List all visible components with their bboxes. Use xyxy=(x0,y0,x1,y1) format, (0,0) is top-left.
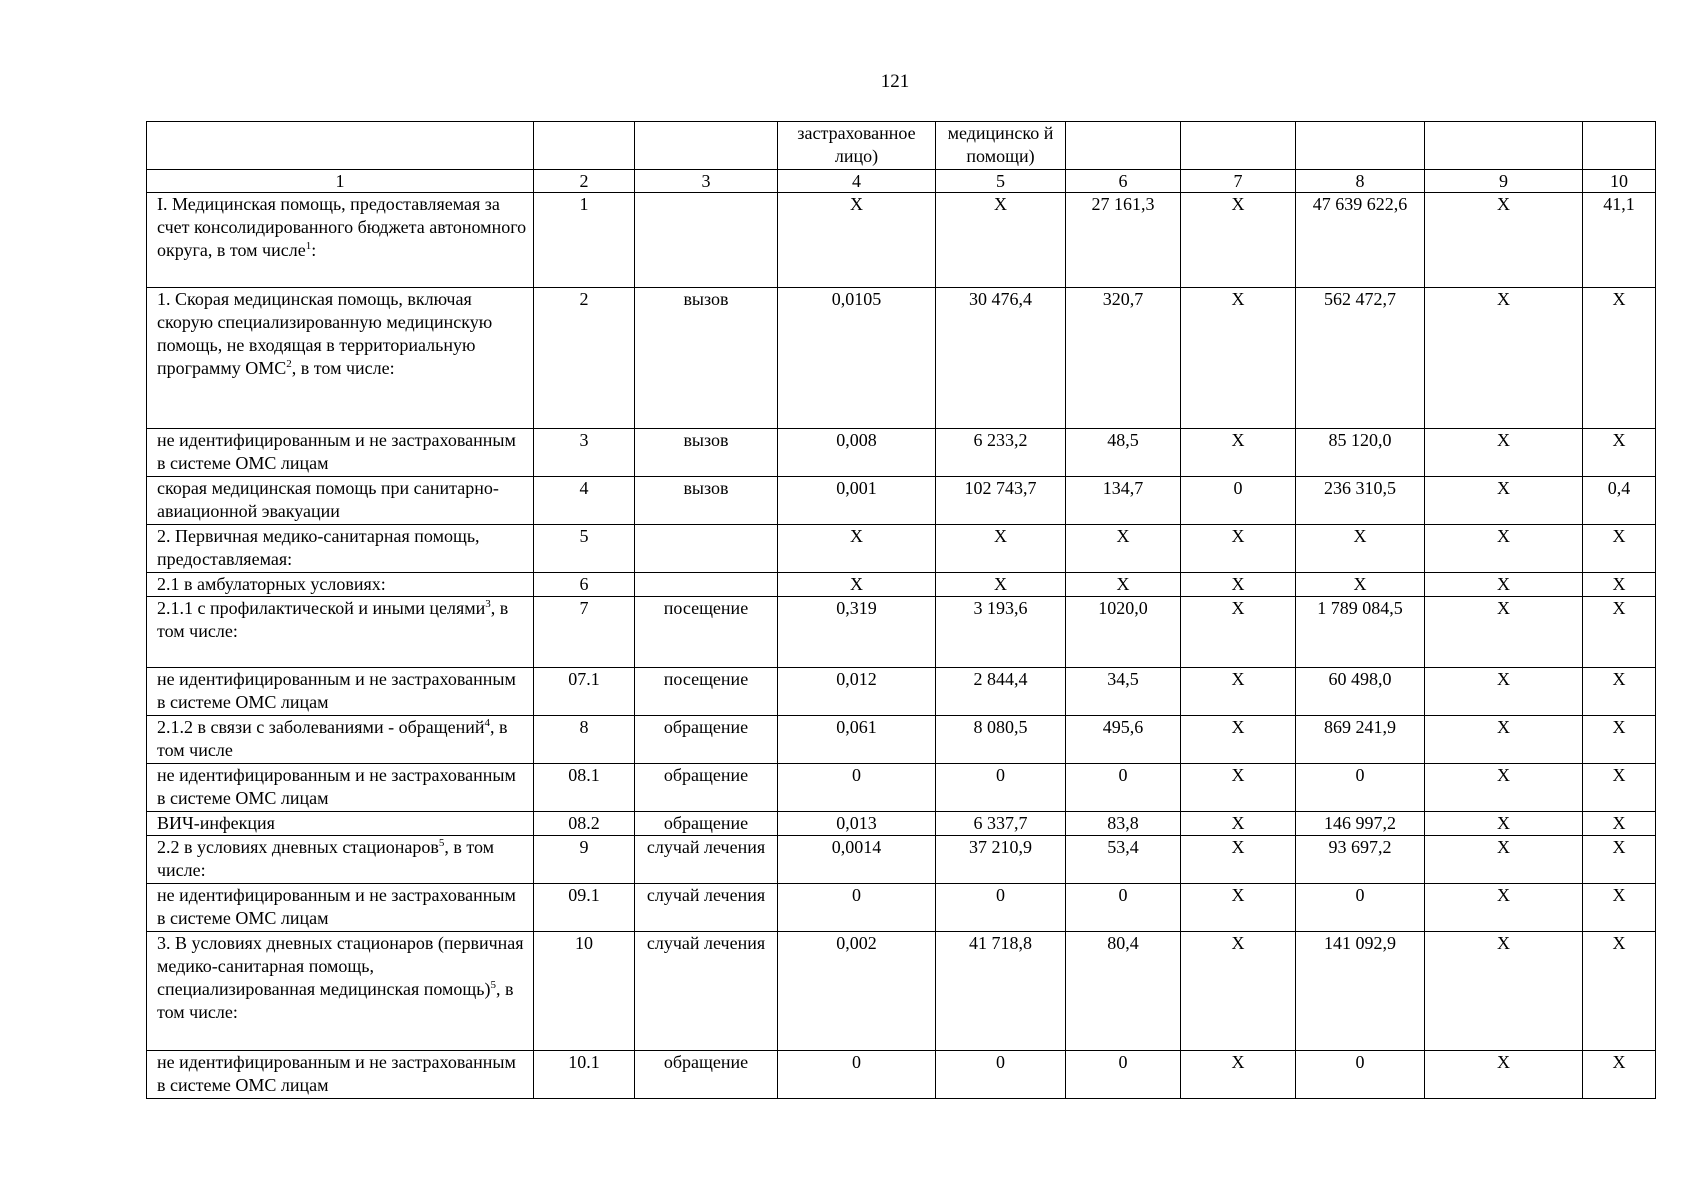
value-cell-c7: X xyxy=(1181,716,1296,764)
value-cell-c4: 0,0105 xyxy=(778,288,936,429)
row-name-text: не идентифицированным и не застрахованным в системе ОМС лицам xyxy=(157,885,516,928)
table-row xyxy=(147,812,1656,836)
value-cell-c9: X xyxy=(1425,716,1583,764)
table-row xyxy=(147,884,1656,932)
row-name-text: I. Медицинская помощь, предоставляемая за счет консолидированного бюджета автономного округа, в том числе xyxy=(157,194,527,260)
row-code: 5 xyxy=(534,525,635,573)
row-name-text: 2.1.1 с профилактической и иными целями xyxy=(157,598,486,618)
value-cell-c9: X xyxy=(1425,764,1583,812)
value-cell-c9: X xyxy=(1425,429,1583,477)
table-row xyxy=(147,477,1656,525)
row-name-text: 2.1.2 в связи с заболеваниями - обращений xyxy=(157,717,485,737)
row-code: 10 xyxy=(534,932,635,1051)
row-name-text: 2. Первичная медико-санитарная помощь, предоставляемая: xyxy=(157,526,480,569)
value-cell-c9: X xyxy=(1425,668,1583,716)
value-cell-c8: 562 472,7 xyxy=(1296,288,1425,429)
value-cell-c6: 80,4 xyxy=(1066,932,1181,1051)
table-row xyxy=(147,288,1656,429)
row-unit xyxy=(635,525,778,573)
value-cell-c8: X xyxy=(1296,525,1425,573)
footnote-mark: 5 xyxy=(438,837,445,849)
value-cell-c10: X xyxy=(1583,716,1656,764)
row-name xyxy=(147,836,534,884)
value-cell-c4: X xyxy=(778,573,936,597)
value-cell-c5: 2 844,4 xyxy=(936,668,1066,716)
row-name xyxy=(147,716,534,764)
row-name xyxy=(147,429,534,477)
value-cell-c9: X xyxy=(1425,884,1583,932)
row-code: 08.2 xyxy=(534,812,635,836)
header-cell xyxy=(147,122,534,170)
row-name-text: не идентифицированным и не застрахованным в системе ОМС лицам xyxy=(157,430,516,473)
table-row xyxy=(147,668,1656,716)
value-cell-c5: 37 210,9 xyxy=(936,836,1066,884)
footnote-mark: 1 xyxy=(305,240,312,252)
value-cell-c7: X xyxy=(1181,1051,1296,1099)
value-cell-c10: X xyxy=(1583,525,1656,573)
row-name-suffix: , в том числе xyxy=(157,717,508,760)
value-cell-c5: 102 743,7 xyxy=(936,477,1066,525)
value-cell-c6: X xyxy=(1066,573,1181,597)
header-cell xyxy=(534,122,635,170)
value-cell-c7: X xyxy=(1181,193,1296,288)
header-cell xyxy=(1066,122,1181,170)
value-cell-c9: X xyxy=(1425,573,1583,597)
value-cell-c7: X xyxy=(1181,668,1296,716)
header-cell xyxy=(1583,122,1656,170)
value-cell-c10: X xyxy=(1583,597,1656,668)
table-row xyxy=(147,597,1656,668)
value-cell-c7: 0 xyxy=(1181,477,1296,525)
column-number: 5 xyxy=(936,170,1066,193)
value-cell-c8: 1 789 084,5 xyxy=(1296,597,1425,668)
page-number: 121 xyxy=(880,71,910,92)
header-cell: медицинско й помощи) xyxy=(936,122,1066,170)
value-cell-c7: X xyxy=(1181,932,1296,1051)
value-cell-c7: X xyxy=(1181,573,1296,597)
value-cell-c4: 0,013 xyxy=(778,812,936,836)
table-row xyxy=(147,1051,1656,1099)
row-unit: посещение xyxy=(635,668,778,716)
row-name xyxy=(147,764,534,812)
value-cell-c7: X xyxy=(1181,764,1296,812)
value-cell-c10: X xyxy=(1583,429,1656,477)
value-cell-c5: 30 476,4 xyxy=(936,288,1066,429)
value-cell-c8: 0 xyxy=(1296,884,1425,932)
row-name-text: 2.2 в условиях дневных стационаров xyxy=(157,837,439,857)
value-cell-c6: 34,5 xyxy=(1066,668,1181,716)
row-unit xyxy=(635,193,778,288)
footnote-mark: 4 xyxy=(484,717,490,729)
value-cell-c10: X xyxy=(1583,668,1656,716)
value-cell-c6: 134,7 xyxy=(1066,477,1181,525)
value-cell-c5: 6 233,2 xyxy=(936,429,1066,477)
value-cell-c7: X xyxy=(1181,812,1296,836)
row-code: 09.1 xyxy=(534,884,635,932)
row-name-text: 2.1 в амбулаторных условиях: xyxy=(157,574,386,594)
row-name xyxy=(147,932,534,1051)
value-cell-c6: 0 xyxy=(1066,764,1181,812)
row-unit xyxy=(635,573,778,597)
row-name xyxy=(147,288,534,429)
value-cell-c9: X xyxy=(1425,193,1583,288)
value-cell-c9: X xyxy=(1425,597,1583,668)
value-cell-c9: X xyxy=(1425,477,1583,525)
value-cell-c8: 236 310,5 xyxy=(1296,477,1425,525)
value-cell-c4: 0,061 xyxy=(778,716,936,764)
value-cell-c6: 0 xyxy=(1066,884,1181,932)
value-cell-c5: X xyxy=(936,573,1066,597)
value-cell-c4: 0,008 xyxy=(778,429,936,477)
value-cell-c4: X xyxy=(778,525,936,573)
value-cell-c8: 0 xyxy=(1296,764,1425,812)
row-code: 6 xyxy=(534,573,635,597)
value-cell-c4: 0,001 xyxy=(778,477,936,525)
value-cell-c10: X xyxy=(1583,812,1656,836)
table-row xyxy=(147,716,1656,764)
row-code: 10.1 xyxy=(534,1051,635,1099)
header-cell xyxy=(1296,122,1425,170)
row-code: 1 xyxy=(534,193,635,288)
value-cell-c6: 48,5 xyxy=(1066,429,1181,477)
column-number: 6 xyxy=(1066,170,1181,193)
table-row xyxy=(147,764,1656,812)
row-name-text: 1. Скорая медицинская помощь, включая скорую специализированную медицинскую помощь, не входящая в территориальную программу ОМС xyxy=(157,289,493,378)
value-cell-c9: X xyxy=(1425,932,1583,1051)
value-cell-c4: 0,319 xyxy=(778,597,936,668)
value-cell-c4: 0,002 xyxy=(778,932,936,1051)
row-unit: посещение xyxy=(635,597,778,668)
value-cell-c7: X xyxy=(1181,836,1296,884)
value-cell-c7: X xyxy=(1181,884,1296,932)
table-row xyxy=(147,573,1656,597)
header-continuation-row xyxy=(147,122,1656,170)
value-cell-c7: X xyxy=(1181,597,1296,668)
table-row xyxy=(147,836,1656,884)
row-code: 08.1 xyxy=(534,764,635,812)
row-name-text: не идентифицированным и не застрахованным в системе ОМС лицам xyxy=(157,669,516,712)
value-cell-c8: 0 xyxy=(1296,1051,1425,1099)
value-cell-c8: 47 639 622,6 xyxy=(1296,193,1425,288)
column-number: 9 xyxy=(1425,170,1583,193)
row-unit: случай лечения xyxy=(635,836,778,884)
row-name xyxy=(147,884,534,932)
row-unit: обращение xyxy=(635,812,778,836)
value-cell-c6: 320,7 xyxy=(1066,288,1181,429)
row-name-suffix: : xyxy=(311,240,317,260)
header-cell xyxy=(1425,122,1583,170)
value-cell-c6: 53,4 xyxy=(1066,836,1181,884)
row-name xyxy=(147,525,534,573)
value-cell-c5: 0 xyxy=(936,1051,1066,1099)
column-number: 4 xyxy=(778,170,936,193)
value-cell-c4: 0 xyxy=(778,884,936,932)
value-cell-c6: 495,6 xyxy=(1066,716,1181,764)
row-name-suffix: , в том числе: xyxy=(157,979,514,1022)
value-cell-c8: 85 120,0 xyxy=(1296,429,1425,477)
column-number: 7 xyxy=(1181,170,1296,193)
row-code: 3 xyxy=(534,429,635,477)
value-cell-c8: 60 498,0 xyxy=(1296,668,1425,716)
value-cell-c4: X xyxy=(778,193,936,288)
value-cell-c7: X xyxy=(1181,429,1296,477)
value-cell-c5: X xyxy=(936,525,1066,573)
value-cell-c6: X xyxy=(1066,525,1181,573)
value-cell-c10: X xyxy=(1583,884,1656,932)
value-cell-c5: 0 xyxy=(936,764,1066,812)
row-name xyxy=(147,573,534,597)
row-unit: вызов xyxy=(635,477,778,525)
value-cell-c5: 0 xyxy=(936,884,1066,932)
value-cell-c9: X xyxy=(1425,812,1583,836)
value-cell-c4: 0 xyxy=(778,1051,936,1099)
row-unit: случай лечения xyxy=(635,884,778,932)
column-number: 2 xyxy=(534,170,635,193)
header-cell xyxy=(1181,122,1296,170)
table-row xyxy=(147,525,1656,573)
row-name-suffix: , в том числе: xyxy=(291,358,395,378)
value-cell-c5: 3 193,6 xyxy=(936,597,1066,668)
value-cell-c9: X xyxy=(1425,836,1583,884)
row-name xyxy=(147,597,534,668)
footnote-mark: 2 xyxy=(286,358,292,370)
row-unit: обращение xyxy=(635,716,778,764)
row-code: 8 xyxy=(534,716,635,764)
value-cell-c6: 1020,0 xyxy=(1066,597,1181,668)
table-row xyxy=(147,193,1656,288)
value-cell-c4: 0,0014 xyxy=(778,836,936,884)
value-cell-c10: X xyxy=(1583,1051,1656,1099)
footnote-mark: 3 xyxy=(485,598,491,610)
value-cell-c9: X xyxy=(1425,525,1583,573)
table-row xyxy=(147,932,1656,1051)
value-cell-c10: X xyxy=(1583,573,1656,597)
value-cell-c5: X xyxy=(936,193,1066,288)
value-cell-c5: 41 718,8 xyxy=(936,932,1066,1051)
value-cell-c7: X xyxy=(1181,288,1296,429)
value-cell-c10: 0,4 xyxy=(1583,477,1656,525)
row-unit: вызов xyxy=(635,429,778,477)
value-cell-c8: 93 697,2 xyxy=(1296,836,1425,884)
column-number: 8 xyxy=(1296,170,1425,193)
row-name-text: не идентифицированным и не застрахованным в системе ОМС лицам xyxy=(157,1052,516,1095)
row-unit: вызов xyxy=(635,288,778,429)
value-cell-c8: 141 092,9 xyxy=(1296,932,1425,1051)
row-name-text: не идентифицированным и не застрахованным в системе ОМС лицам xyxy=(157,765,516,808)
financing-table xyxy=(146,121,1656,1099)
value-cell-c10: X xyxy=(1583,932,1656,1051)
column-number: 3 xyxy=(635,170,778,193)
value-cell-c6: 83,8 xyxy=(1066,812,1181,836)
column-number: 1 xyxy=(147,170,534,193)
row-name xyxy=(147,668,534,716)
value-cell-c9: X xyxy=(1425,1051,1583,1099)
value-cell-c7: X xyxy=(1181,525,1296,573)
value-cell-c8: 869 241,9 xyxy=(1296,716,1425,764)
row-code: 4 xyxy=(534,477,635,525)
row-name-suffix: , в том числе: xyxy=(157,837,495,880)
row-name xyxy=(147,812,534,836)
row-unit: обращение xyxy=(635,1051,778,1099)
row-code: 2 xyxy=(534,288,635,429)
value-cell-c5: 6 337,7 xyxy=(936,812,1066,836)
value-cell-c6: 27 161,3 xyxy=(1066,193,1181,288)
value-cell-c10: X xyxy=(1583,288,1656,429)
value-cell-c4: 0,012 xyxy=(778,668,936,716)
header-cell xyxy=(635,122,778,170)
row-unit: обращение xyxy=(635,764,778,812)
footnote-mark: 5 xyxy=(490,979,496,991)
row-name-text: скорая медицинская помощь при санитарно-авиационной эвакуации xyxy=(157,478,499,521)
row-code: 9 xyxy=(534,836,635,884)
table-row xyxy=(147,429,1656,477)
row-name-text: 3. В условиях дневных стационаров (первичная медико-санитарная помощь, специализированная медицинская помощь) xyxy=(157,933,524,999)
value-cell-c8: X xyxy=(1296,573,1425,597)
row-name xyxy=(147,1051,534,1099)
value-cell-c6: 0 xyxy=(1066,1051,1181,1099)
row-name-text: ВИЧ-инфекция xyxy=(157,813,275,833)
row-unit: случай лечения xyxy=(635,932,778,1051)
row-name-suffix: , в том числе: xyxy=(157,598,509,641)
column-number-row xyxy=(147,170,1656,193)
row-name xyxy=(147,477,534,525)
value-cell-c10: 41,1 xyxy=(1583,193,1656,288)
value-cell-c8: 146 997,2 xyxy=(1296,812,1425,836)
value-cell-c5: 8 080,5 xyxy=(936,716,1066,764)
value-cell-c10: X xyxy=(1583,836,1656,884)
header-cell: застрахованное лицо) xyxy=(778,122,936,170)
column-number: 10 xyxy=(1583,170,1656,193)
row-code: 7 xyxy=(534,597,635,668)
value-cell-c9: X xyxy=(1425,288,1583,429)
value-cell-c10: X xyxy=(1583,764,1656,812)
row-code: 07.1 xyxy=(534,668,635,716)
value-cell-c4: 0 xyxy=(778,764,936,812)
row-name xyxy=(147,193,534,288)
